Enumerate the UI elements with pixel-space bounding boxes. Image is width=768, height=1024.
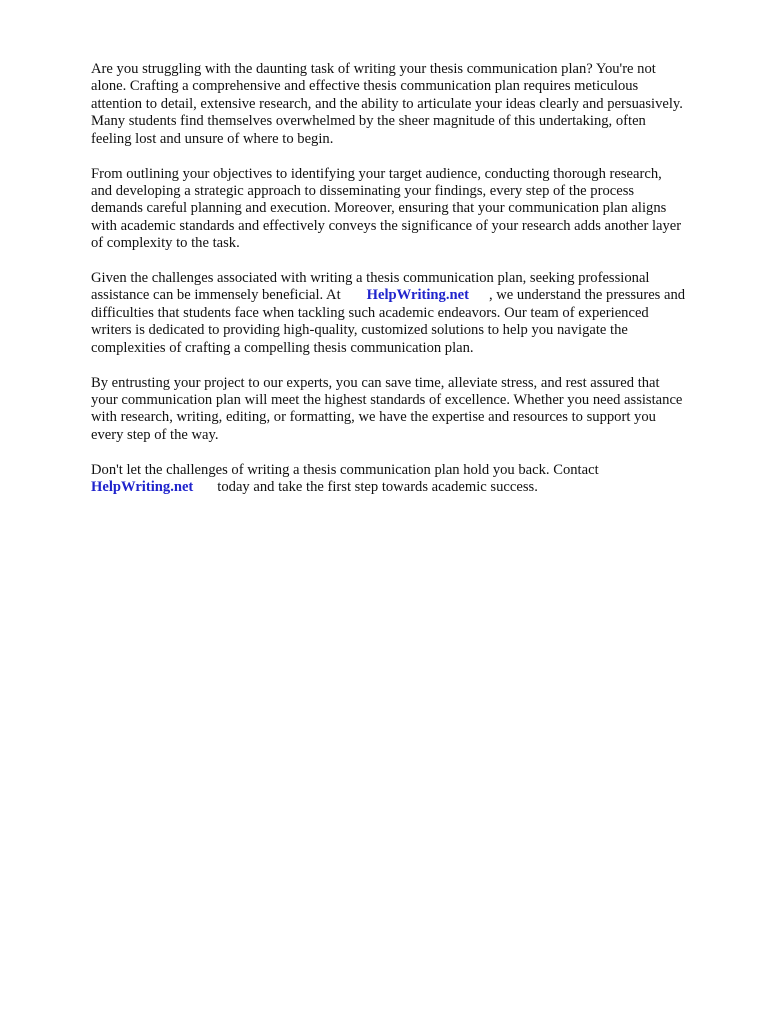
text-line: By entrusting your project to our experts, you can save time, alleviate stress, and rest assured that	[91, 374, 660, 391]
text-line: alone. Crafting a comprehensive and effective thesis communication plan requires meticulous	[91, 78, 639, 95]
text-line: and developing a strategic approach to disseminating your findings, every step of the process	[91, 182, 635, 199]
text-line: Don't let the challenges of writing a thesis communication plan hold you back. Contact	[91, 461, 599, 478]
paragraph-4	[91, 375, 731, 445]
helpwriting-link[interactable]: HelpWriting.net	[91, 479, 194, 496]
text-line-with-link	[91, 479, 731, 496]
helpwriting-link[interactable]: HelpWriting.net	[366, 287, 469, 304]
text-segment: assistance can be immensely beneficial. At	[91, 287, 341, 304]
paragraph-2	[91, 166, 731, 253]
paragraph-3	[91, 270, 731, 357]
document-page	[91, 61, 731, 514]
text-line: with research, writing, editing, or formatting, we have the expertise and resources to support you	[91, 409, 656, 426]
paragraph-1	[91, 61, 731, 148]
text-line: Many students find themselves overwhelmed by the sheer magnitude of this undertaking, often	[91, 113, 646, 130]
text-line: every step of the way.	[91, 426, 219, 443]
text-line: Are you struggling with the daunting task of writing your thesis communication plan? You're not	[91, 61, 656, 77]
text-segment: today and take the first step towards academic success.	[217, 479, 538, 496]
text-line: complexities of crafting a compelling thesis communication plan.	[91, 339, 474, 356]
text-line: your communication plan will meet the highest standards of excellence. Whether you need assistance	[91, 392, 683, 408]
text-line: feeling lost and unsure of where to begin.	[91, 130, 334, 147]
text-line: writers is dedicated to providing high-quality, customized solutions to help you navigate the	[91, 322, 628, 339]
text-line-with-link	[91, 287, 731, 304]
text-line: Given the challenges associated with writing a thesis communication plan, seeking professional	[91, 270, 650, 287]
text-segment: , we understand the pressures and	[488, 287, 686, 304]
text-line: attention to detail, extensive research, and the ability to articulate your ideas clearly and persuasively.	[91, 95, 683, 112]
text-line: of complexity to the task.	[91, 235, 240, 252]
text-line: with academic standards and effectively conveys the significance of your research adds another layer	[91, 217, 682, 234]
paragraph-5	[91, 462, 731, 497]
text-line: difficulties that students face when tackling such academic endeavors. Our team of experienced	[91, 304, 649, 321]
text-line: From outlining your objectives to identifying your target audience, conducting thorough research,	[91, 165, 662, 182]
text-line: demands careful planning and execution. Moreover, ensuring that your communication plan aligns	[91, 200, 667, 217]
